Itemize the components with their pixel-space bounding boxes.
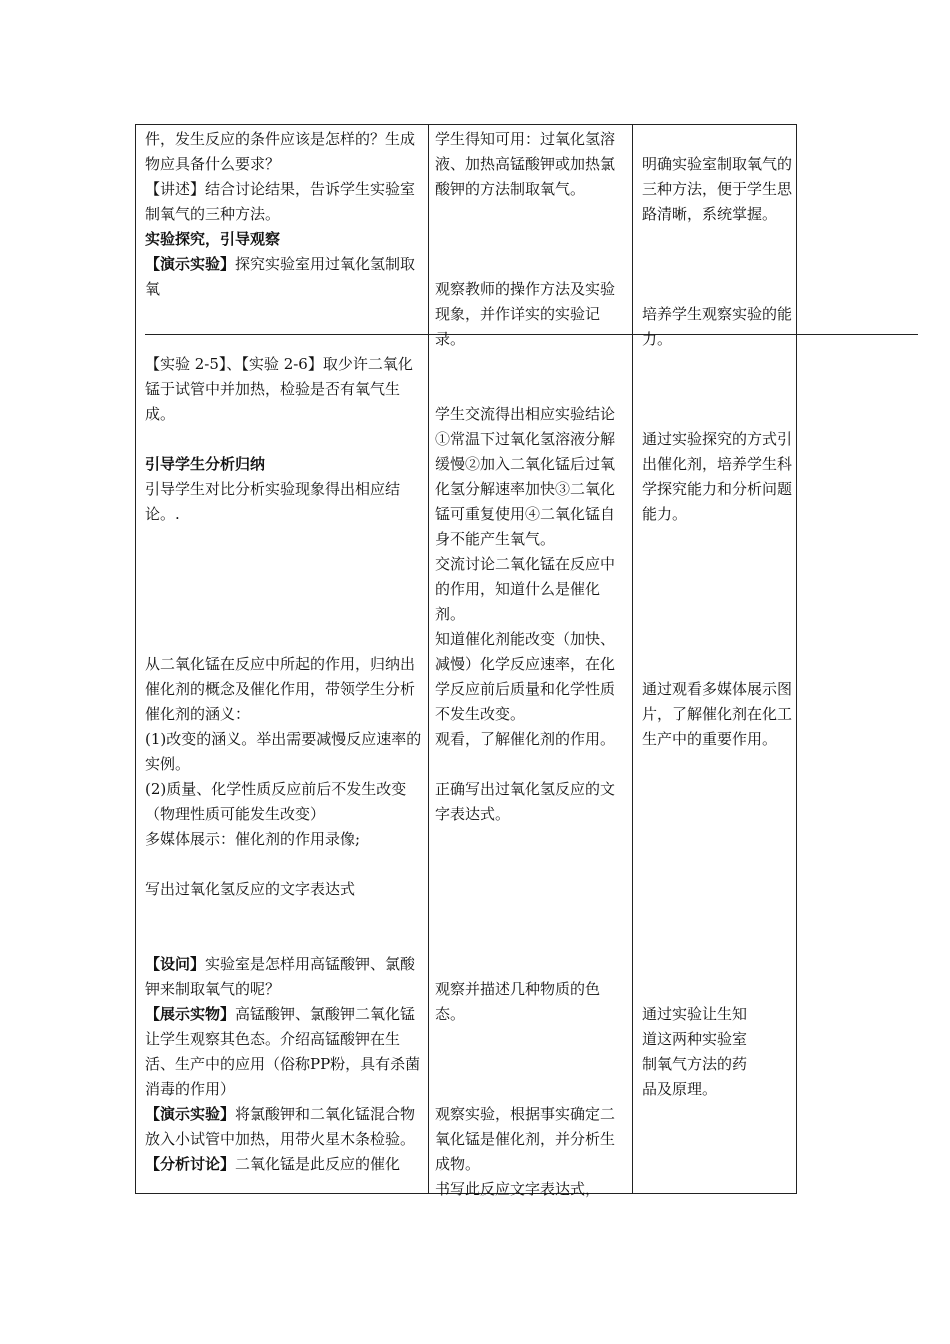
paragraph: 正确写出过氧化氢反应的文字表达式。 xyxy=(435,780,616,823)
paragraph: 观察教师的操作方法及实验现象，并作详实的实验记录。 xyxy=(435,280,616,348)
student-activity-experiment xyxy=(435,1102,629,1202)
section-heading: 引导学生分析归纳 xyxy=(145,455,266,473)
teacher-activity-bottom xyxy=(145,352,422,527)
student-activity-top-2 xyxy=(435,277,629,352)
paragraph xyxy=(145,952,422,1002)
paragraph: 明确实验室制取氧气的三种方法，便于学生思路清晰，系统掌握。 xyxy=(642,155,793,223)
design-intent-bottom xyxy=(642,427,792,527)
paragraph xyxy=(145,1152,422,1177)
design-intent-potassium xyxy=(642,1002,760,1102)
paragraph: 知道催化剂能改变（加快、减慢）化学反应速率，在化学反应前后质量和化学性质不发生改变。 xyxy=(435,630,616,723)
paragraph-text: 实验室是怎样用高锰酸钾、氯酸钾来制取氧气的呢？ xyxy=(145,955,416,998)
paragraph: 通过实验让生知道这两种实验室制氧气方法的药品及原理。 xyxy=(642,1005,748,1098)
paragraph: 【实验 2-5】、【实验 2-6】取少许二氧化锰于试管中并加热，检验是否有氧气生成。 xyxy=(145,355,413,423)
tag-label: 【分析讨论】 xyxy=(145,1155,236,1173)
tag-label: 【展示实物】 xyxy=(145,1005,236,1023)
paragraph: 观看，了解催化剂的作用。 xyxy=(435,730,616,748)
teacher-activity-potassium xyxy=(145,952,422,1177)
paragraph: (1)改变的涵义。举出需要减慢反应速率的实例。 xyxy=(145,730,422,773)
teacher-activity-catalyst xyxy=(145,652,422,902)
student-activity-bottom xyxy=(435,402,629,827)
paragraph-text: 二氧化锰是此反应的催化 xyxy=(235,1155,401,1173)
design-intent-multimedia xyxy=(642,677,792,752)
teacher-activity-top xyxy=(145,127,422,302)
paragraph: 学生得知可用：过氧化氢溶液、加热高锰酸钾或加热氯酸钾的方法制取氧气。 xyxy=(435,130,616,198)
paragraph: 引导学生对比分析实验现象得出相应结论。. xyxy=(145,480,401,523)
paragraph: 观察并描述几种物质的色态。 xyxy=(435,980,601,1023)
paragraph-text: 高锰酸钾、氯酸钾二氧化锰让学生观察其色态。介绍高锰酸钾在生活、生产中的应用（俗称PP粉，具有杀菌消毒的作用） xyxy=(145,1005,421,1098)
paragraph xyxy=(145,1002,422,1102)
paragraph: 交流讨论二氧化锰在反应中的作用，知道什么是催化剂。 xyxy=(435,555,616,623)
paragraph: (2)质量、化学性质反应前后不发生改变（物理性质可能发生改变） xyxy=(145,780,407,823)
paragraph: 学生交流得出相应实验结论①常温下过氧化氢溶液分解缓慢②加入二氧化锰后过氧化氢分解速率加快③二氧化锰可重复使用④二氧化锰自身不能产生氧气。 xyxy=(435,405,616,548)
paragraph: 观察实验，根据事实确定二氧化锰是催化剂，并分析生成物。 xyxy=(435,1105,616,1173)
column-divider-1 xyxy=(428,125,429,1193)
column-divider-2 xyxy=(632,125,633,1193)
tag-label: 【演示实验】 xyxy=(145,255,236,273)
paragraph: 件，发生反应的条件应该是怎样的？生成物应具备什么要求？ xyxy=(145,130,416,173)
design-intent-top-2 xyxy=(642,302,792,352)
paragraph: 培养学生观察实验的能力。 xyxy=(642,305,793,348)
design-intent-top xyxy=(642,152,792,227)
paragraph xyxy=(145,252,422,302)
paragraph: 写出过氧化氢反应的文字表达式 xyxy=(145,880,356,898)
paragraph-text: 探究实验室用过氧化氢制取氧 xyxy=(145,255,416,298)
paragraph xyxy=(145,1102,422,1152)
paragraph: 书写此反应文字表达式， xyxy=(435,1180,601,1198)
tag-label: 【设问】 xyxy=(145,955,206,973)
paragraph: 从二氧化锰在反应中所起的作用，归纳出催化剂的概念及催化作用，带领学生分析催化剂的涵义： xyxy=(145,655,416,723)
tag-label: 【演示实验】 xyxy=(145,1105,236,1123)
paragraph: 多媒体展示：催化剂的作用录像; xyxy=(145,830,361,848)
student-activity-top xyxy=(435,127,629,202)
paragraph-text: 将氯酸钾和二氧化锰混合物放入小试管中加热，用带火星木条检验。 xyxy=(145,1105,416,1148)
paragraph: 通过实验探究的方式引出催化剂，培养学生科学探究能力和分析问题能力。 xyxy=(642,430,793,523)
paragraph: 【讲述】结合讨论结果，告诉学生实验室制氧气的三种方法。 xyxy=(145,180,416,223)
student-activity-potassium xyxy=(435,977,629,1027)
section-heading: 实验探究，引导观察 xyxy=(145,230,281,248)
paragraph: 通过观看多媒体展示图片，了解催化剂在化工生产中的重要作用。 xyxy=(642,680,793,748)
